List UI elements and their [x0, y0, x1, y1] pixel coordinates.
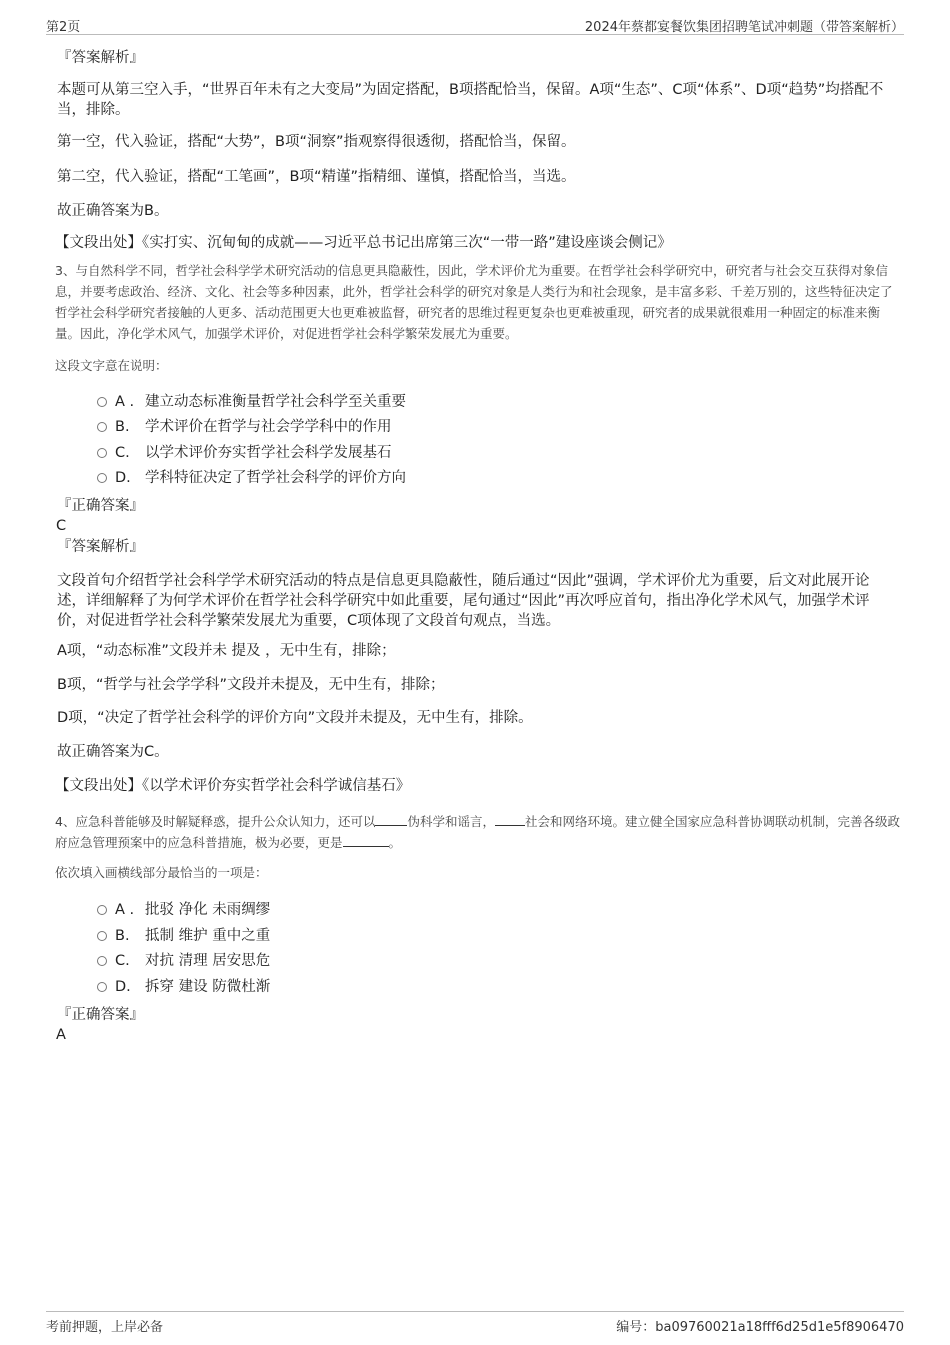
- question-passage: [55, 811, 902, 853]
- passage-text: 伪科学和谣言，: [407, 814, 495, 829]
- analysis-paragraph: 本题可从第三空入手，“世界百年未有之大变局”为固定搭配，B项搭配恰当，保留。A项“生态”、C项“体系”、D项“趋势”均搭配不当，排除。: [57, 82, 884, 118]
- passage-text: 社会和网络环境。建立健全国家应急科普协调联动机制，完善各级政府应急管理预案中的应急科普措施，极为必要，更是: [55, 814, 900, 850]
- option-c[interactable]: [97, 951, 270, 971]
- option-c[interactable]: [97, 443, 392, 463]
- passage-text: 。: [388, 835, 402, 850]
- radio-icon[interactable]: [97, 905, 107, 915]
- source-citation: 【文段出处】《以学术评价夯实哲学社会科学诚信基石》: [55, 778, 411, 794]
- page-header: [46, 14, 904, 35]
- option-text: 学科特征决定了哲学社会科学的评价方向: [145, 470, 406, 486]
- option-d[interactable]: [97, 468, 406, 488]
- analysis-paragraph: B项，“哲学与社会学学科”文段并未提及，无中生有，排除；: [57, 677, 445, 693]
- question-prompt: 依次填入画横线部分最恰当的一项是：: [55, 865, 268, 880]
- document-title: 2024年蔡都宴餐饮集团招聘笔试冲刺题（带答案解析）: [584, 20, 904, 35]
- analysis-paragraph: 第一空，代入验证，搭配“大势”，B项“洞察”指观察得很透彻，搭配恰当，保留。: [57, 134, 576, 150]
- radio-icon[interactable]: [97, 448, 107, 458]
- analysis-paragraph: 第二空，代入验证，搭配“工笔画”，B项“精谨”指精细、谨慎，搭配恰当，当选。: [57, 169, 576, 185]
- option-a[interactable]: [97, 900, 270, 920]
- analysis-paragraph: A项，“动态标准”文段并未 提及 ，无中生有，排除；: [57, 643, 396, 659]
- passage-text: 4、应急科普能够及时解疑释惑，提升公众认知力，还可以: [55, 814, 376, 829]
- option-b[interactable]: [97, 417, 392, 437]
- option-b[interactable]: [97, 926, 270, 946]
- answer-value: C: [56, 518, 67, 534]
- radio-icon[interactable]: [97, 931, 107, 941]
- analysis-label: 『答案解析』: [57, 539, 144, 555]
- answer-label: 『正确答案』: [57, 1007, 144, 1023]
- analysis-paragraph: 文段首句介绍哲学社会科学学术研究活动的特点是信息更具隐蔽性，随后通过“因此”强调，学术评价尤为重要，后文对此展开论述，详细解释了为何学术评价在哲学社会科学研究中如此重要，尾句通过“因此”再次呼应首句，指出净化学术风气，加强学术评价，对促进哲学社会科学繁荣发展尤为重要，C项体现了文段首句观点，当选。: [57, 573, 870, 629]
- option-d[interactable]: [97, 977, 270, 997]
- option-text: 以学术评价夯实哲学社会科学发展基石: [145, 445, 392, 461]
- option-letter: C.: [115, 445, 130, 461]
- option-letter: A .: [115, 902, 135, 918]
- radio-icon[interactable]: [97, 397, 107, 407]
- radio-icon[interactable]: [97, 473, 107, 483]
- analysis-label: 『答案解析』: [57, 50, 144, 66]
- analysis-paragraph: D项，“决定了哲学社会科学的评价方向”文段并未提及，无中生有，排除。: [57, 710, 533, 726]
- page-number: 第2页: [46, 20, 81, 35]
- option-text: 建立动态标准衡量哲学社会科学至关重要: [145, 394, 406, 410]
- fill-blank: [375, 813, 407, 826]
- option-text: 学术评价在哲学与社会学学科中的作用: [145, 419, 392, 435]
- option-letter: B.: [115, 928, 130, 944]
- answer-label: 『正确答案』: [57, 498, 144, 514]
- option-text: 批驳 净化 未雨绸缪: [145, 902, 271, 918]
- fill-blank: [495, 813, 525, 826]
- question-passage: 3、与自然科学不同，哲学社会科学学术研究活动的信息更具隐蔽性，因此，学术评价尤为重要。在哲学社会科学研究中，研究者与社会交互获得对象信息，并要考虑政治、经济、文化、社会等多种因素，此外，哲学社会科学的研究对象是人类行为和社会现象，是丰富多彩、千差万别的，这些特征决定了哲学社会科学研究者接触的人更多、活动范围更大也更难被监督，研究者的思维过程更复杂也更难被重现，研究者的成果就很难用一种固定的标准来衡量。因此，净化学术风气，加强学术评价，对促进哲学社会科学繁荣发展尤为重要。: [55, 263, 893, 341]
- document-id: 编号：ba09760021a18fff6d25d1e5f8906470: [616, 1320, 904, 1335]
- analysis-conclusion: 故正确答案为B。: [57, 203, 169, 219]
- option-text: 抵制 维护 重中之重: [145, 928, 271, 944]
- analysis-conclusion: 故正确答案为C。: [57, 744, 169, 760]
- page-footer: [46, 1311, 904, 1336]
- option-letter: D.: [115, 470, 131, 486]
- option-letter: D.: [115, 979, 131, 995]
- radio-icon[interactable]: [97, 422, 107, 432]
- option-letter: B.: [115, 419, 130, 435]
- source-citation: 【文段出处】《实打实、沉甸甸的成就——习近平总书记出席第三次“一带一路”建设座谈会侧记》: [55, 235, 672, 251]
- question-prompt: 这段文字意在说明：: [55, 358, 168, 373]
- footer-slogan: 考前押题，上岸必备: [46, 1320, 164, 1335]
- option-letter: C.: [115, 953, 130, 969]
- radio-icon[interactable]: [97, 982, 107, 992]
- radio-icon[interactable]: [97, 956, 107, 966]
- option-a[interactable]: [97, 392, 406, 412]
- fill-blank: [343, 834, 389, 847]
- option-letter: A .: [115, 394, 135, 410]
- option-text: 拆穿 建设 防微杜渐: [145, 979, 271, 995]
- option-text: 对抗 清理 居安思危: [145, 953, 271, 969]
- answer-value: A: [56, 1027, 66, 1043]
